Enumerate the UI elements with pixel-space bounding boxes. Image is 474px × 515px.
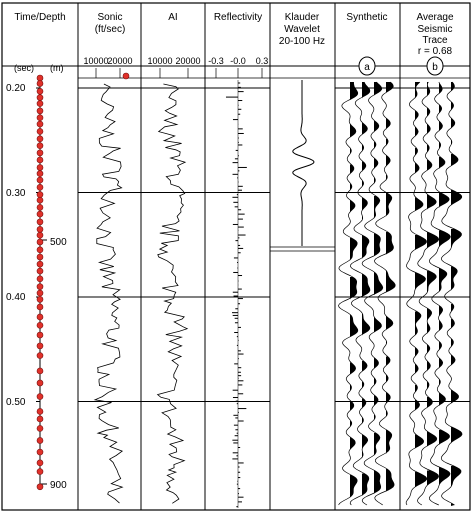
depth-marker [37, 115, 43, 121]
depth-marker [37, 150, 43, 156]
time-tick-030: 0.30 [6, 188, 26, 199]
sonic-tick-10000: 10000 [83, 56, 109, 66]
depth-marker [37, 416, 43, 422]
header-average-2: Seismic [417, 24, 453, 35]
depth-marker [37, 108, 43, 114]
depth-marker [37, 290, 43, 296]
depth-tick-500: 500 [50, 237, 67, 248]
depth-marker [37, 268, 43, 274]
ai-tick-10000: 10000 [147, 56, 173, 66]
depth-marker [37, 276, 43, 282]
depth-marker [37, 81, 43, 87]
depth-marker [37, 449, 43, 455]
depth-marker [37, 469, 43, 475]
average-seismic-traces [406, 82, 462, 506]
header-ai: AI [168, 12, 178, 23]
refl-tick-neg: -0.3 [208, 56, 224, 66]
depth-marker [37, 247, 43, 253]
average-trace-fill [415, 82, 427, 489]
header-average-1: Average [416, 12, 454, 23]
depth-marker [37, 353, 43, 359]
depth-marker [37, 239, 43, 245]
depth-marker [37, 254, 43, 260]
depth-marker [37, 184, 43, 190]
header-wavelet-1: Klauder [284, 12, 320, 23]
klauder-wavelet [293, 80, 314, 246]
average-trace-fill [451, 82, 462, 506]
depth-marker [37, 219, 43, 225]
header-reflectivity: Reflectivity [213, 12, 263, 23]
depth-marker [37, 322, 43, 328]
depth-marker [37, 368, 43, 374]
depth-marker [37, 425, 43, 431]
depth-marker [37, 226, 43, 232]
depth-marker [37, 304, 43, 310]
scale-ticks [96, 68, 262, 78]
depth-tick-900: 900 [50, 480, 67, 491]
depth-marker [37, 211, 43, 217]
time-tick-020: 0.20 [6, 83, 26, 94]
depth-marker [37, 136, 43, 142]
depth-marker [37, 332, 43, 338]
depth-marker [37, 177, 43, 183]
depth-marker [37, 296, 43, 302]
depth-marker [37, 284, 43, 290]
depth-marker [37, 101, 43, 107]
depth-marker [37, 88, 43, 94]
depth-marker [37, 121, 43, 127]
depth-marker [37, 232, 43, 238]
synthetic-traces [339, 82, 396, 505]
depth-marker [37, 171, 43, 177]
curve-panels [95, 80, 247, 508]
header-time-depth: Time/Depth [14, 12, 66, 23]
depth-marker [37, 261, 43, 267]
depth-marker [37, 75, 43, 81]
synthetic-marker-label: a [364, 62, 370, 73]
depth-marker [37, 408, 43, 414]
depth-marker [37, 314, 43, 320]
header-synthetic: Synthetic [346, 12, 388, 23]
header-wavelet-2: Wavelet [284, 24, 320, 35]
depth-marker [37, 197, 43, 203]
depth-marker [37, 128, 43, 134]
refl-tick-zero: -0.0 [230, 56, 246, 66]
time-depth-axis [36, 75, 47, 490]
header-average-3: Trace [422, 35, 448, 46]
wavelet-trace [293, 80, 314, 246]
header-average-r: r = 0.68 [417, 46, 453, 57]
refl-tick-pos: 0.3 [255, 56, 269, 66]
depth-marker [37, 460, 43, 466]
depth-marker [37, 380, 43, 386]
sonic-scale-dot [123, 73, 129, 79]
depth-marker [37, 164, 43, 170]
synthetic-trace-fill [362, 82, 370, 496]
sonic-curve [95, 84, 122, 503]
sonic-tick-20000: 20000 [107, 56, 133, 66]
time-tick-050: 0.50 [6, 397, 26, 408]
average-marker-label: b [432, 62, 438, 73]
ai-curve [158, 84, 188, 503]
header-sonic-unit: (ft/sec) [94, 24, 126, 35]
ai-tick-20000: 20000 [175, 56, 201, 66]
header-wavelet-3: 20-100 Hz [278, 36, 326, 47]
time-unit-label: (sec) [14, 63, 34, 73]
header-sonic: Sonic [97, 12, 123, 23]
depth-unit-label: (m) [50, 63, 64, 73]
depth-marker [37, 437, 43, 443]
depth-marker [37, 192, 43, 198]
depth-marker [37, 204, 43, 210]
depth-marker [37, 95, 43, 101]
depth-marker [37, 143, 43, 149]
depth-marker [37, 484, 43, 490]
depth-marker [37, 343, 43, 349]
time-tick-040: 0.40 [6, 292, 26, 303]
depth-marker [37, 157, 43, 163]
time-gridlines [78, 88, 470, 402]
depth-marker [37, 394, 43, 400]
